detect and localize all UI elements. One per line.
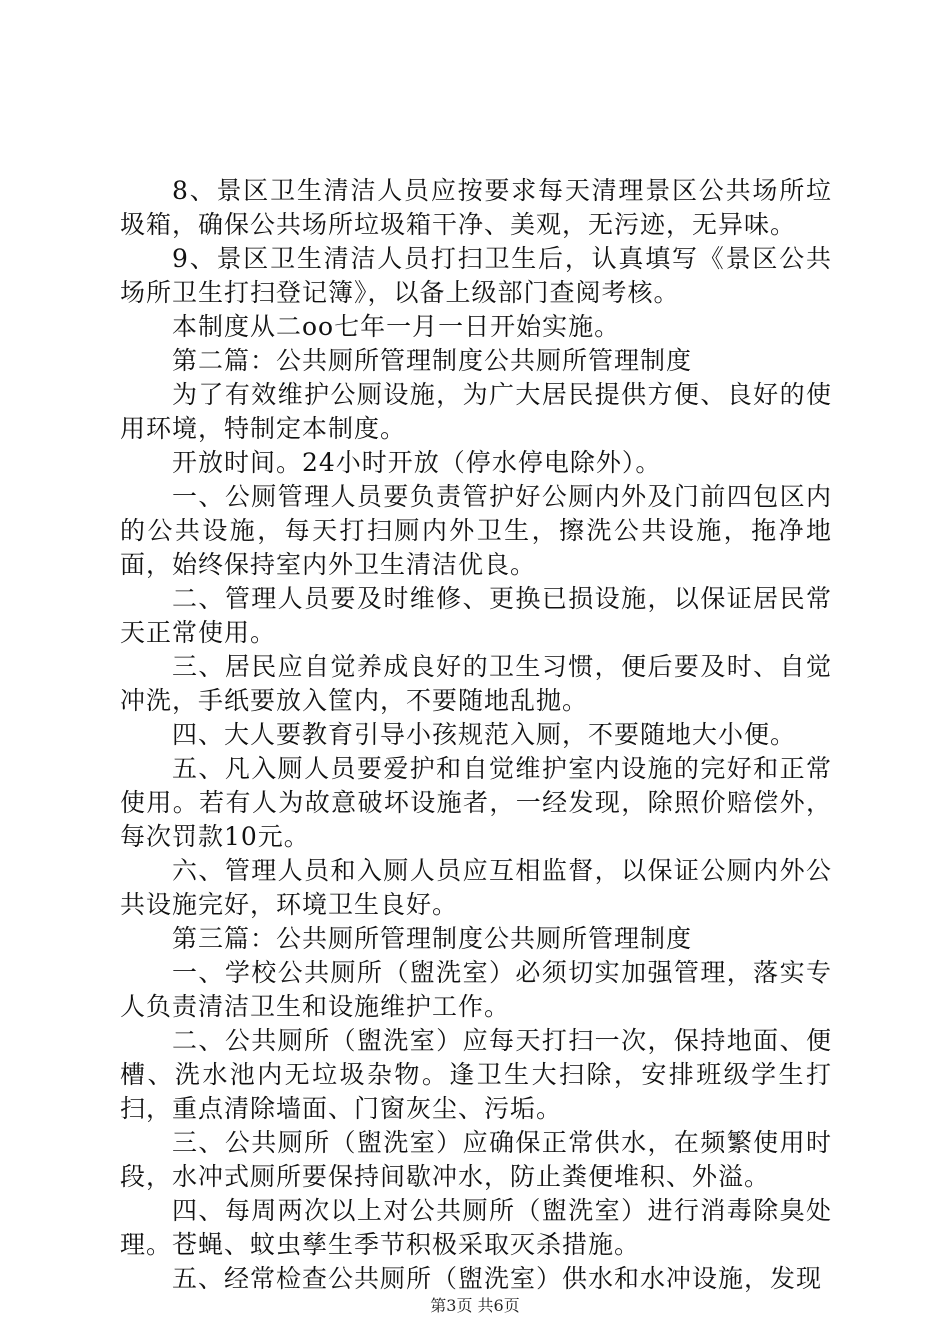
paragraph: 四、每周两次以上对公共厕所（盥洗室）进行消毒除臭处理。苍蝇、蚊虫孳生季节积极采取灭杀措施。: [120, 1196, 832, 1259]
section-heading: 第三篇：公共厕所管理制度公共厕所管理制度: [172, 924, 693, 953]
paragraph: 开放时间。24小时开放（停水停电除外）。: [172, 448, 662, 477]
paragraph: 本制度从二oo七年一月一日开始实施。: [172, 312, 621, 341]
paragraph: 五、凡入厕人员要爱护和自觉维护室内设施的完好和正常使用。若有人为故意破坏设施者，一经发现，除照价赔偿外，每次罚款10元。: [120, 754, 832, 851]
paragraph: 9、景区卫生清洁人员打扫卫生后，认真填写《景区公共场所卫生打扫登记簿》，以备上级部门查阅考核。: [120, 244, 832, 307]
paragraph: 为了有效维护公厕设施，为广大居民提供方便、良好的使用环境，特制定本制度。: [120, 380, 832, 443]
document-body: [120, 174, 832, 1296]
paragraph: 四、大人要教育引导小孩规范入厕，不要随地大小便。: [172, 720, 797, 749]
paragraph: 五、经常检查公共厕所（盥洗室）供水和水冲设施，发现: [172, 1264, 823, 1293]
paragraph: 六、管理人员和入厕人员应互相监督，以保证公厕内外公共设施完好，环境卫生良好。: [120, 856, 832, 919]
paragraph: 二、公共厕所（盥洗室）应每天打扫一次，保持地面、便槽、洗水池内无垃圾杂物。逢卫生大扫除，安排班级学生打扫，重点清除墙面、门窗灰尘、污垢。: [120, 1026, 832, 1123]
section-heading: 第二篇：公共厕所管理制度公共厕所管理制度: [172, 346, 693, 375]
paragraph: 一、公厕管理人员要负责管护好公厕内外及门前四包区内的公共设施，每天打扫厕内外卫生，擦洗公共设施，拖净地面，始终保持室内外卫生清洁优良。: [120, 482, 832, 579]
paragraph: 二、管理人员要及时维修、更换已损设施，以保证居民常天正常使用。: [120, 584, 832, 647]
page-footer: 第3页 共6页: [430, 1296, 520, 1315]
paragraph: 三、公共厕所（盥洗室）应确保正常供水，在频繁使用时段，水冲式厕所要保持间歇冲水，防止粪便堆积、外溢。: [120, 1128, 832, 1191]
paragraph: 三、居民应自觉养成良好的卫生习惯，便后要及时、自觉冲洗，手纸要放入筐内，不要随地乱抛。: [120, 652, 832, 715]
paragraph: 一、学校公共厕所（盥洗室）必须切实加强管理，落实专人负责清洁卫生和设施维护工作。: [120, 958, 832, 1021]
paragraph: 8、景区卫生清洁人员应按要求每天清理景区公共场所垃圾箱，确保公共场所垃圾箱干净、美观，无污迹，无异味。: [120, 176, 832, 239]
